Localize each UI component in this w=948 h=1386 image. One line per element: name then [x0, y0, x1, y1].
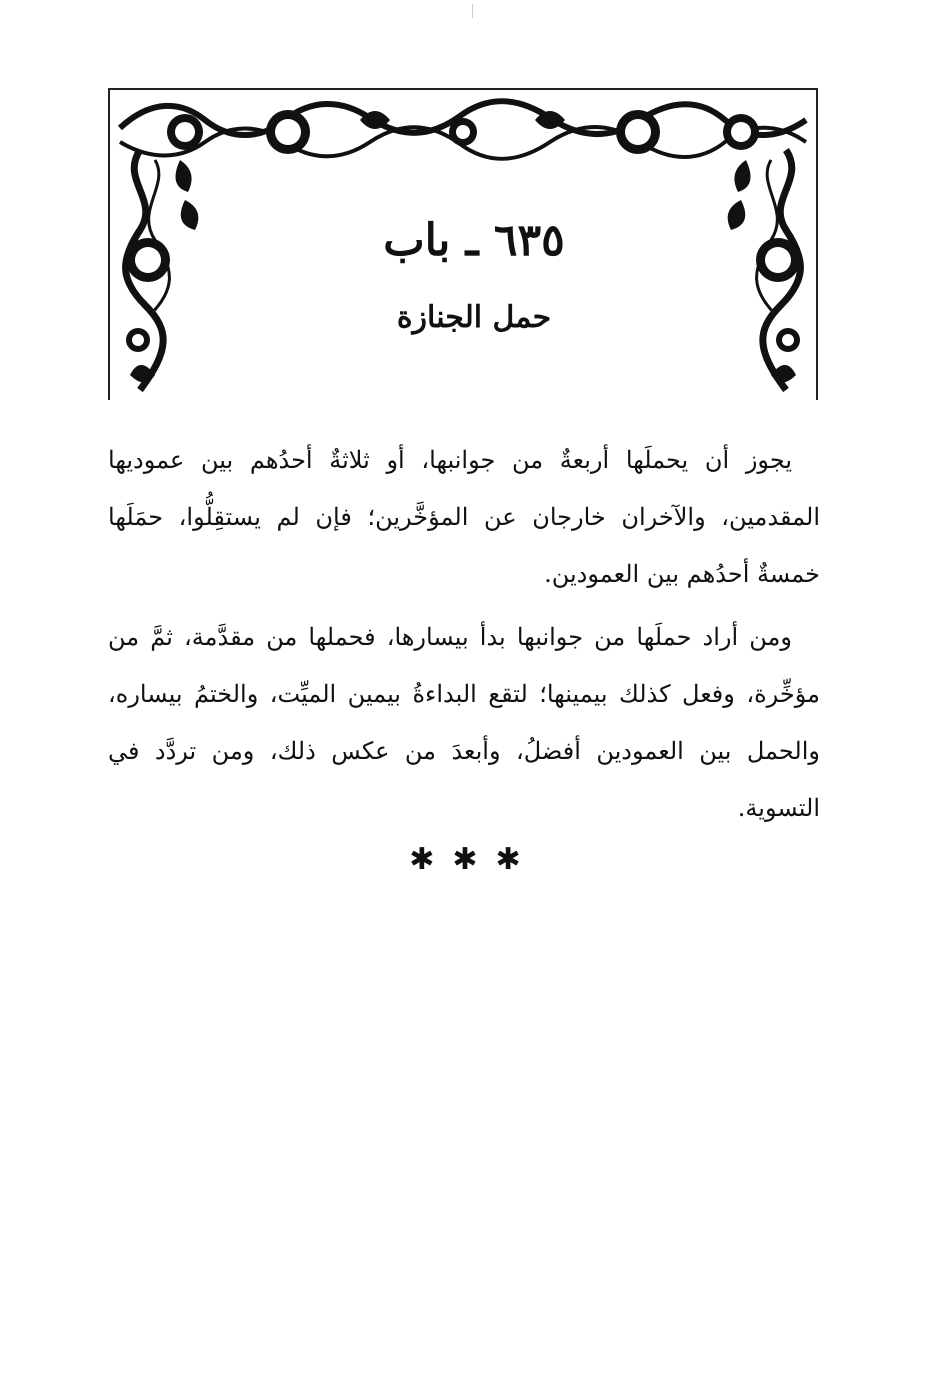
body-text	[108, 432, 820, 837]
paragraph-1: يجوز أن يحملَها أربعةٌ من جوانبها، أو ثلاثةٌ أحدُهم بين عموديها المقدمين، والآخران خارجان عن المؤخَّرين؛ فإن لم يستقِلُّوا، حمَلَها خمسةٌ أحدُهم بين العمودين.	[108, 446, 820, 588]
section-separator: ✱✱✱	[409, 842, 539, 877]
paragraph-2: ومن أراد حملَها من جوانبها بدأ بيسارها، فحملها من مقدَّمة، ثمَّ من مؤخِّرة، وفعل كذلك بيمينها؛ لتقع البداءةُ بيمين الميِّت، والختمُ بيساره، والحمل بين العمودين أفضلُ، وأبعدَ من عكس ذلك، ومن تردَّد في التسوية.	[108, 623, 821, 822]
chapter-heading: ٦٣٥ ـ باب	[383, 215, 565, 266]
chapter-title: حمل الجنازة	[396, 300, 552, 335]
page-top-mark	[472, 4, 473, 18]
